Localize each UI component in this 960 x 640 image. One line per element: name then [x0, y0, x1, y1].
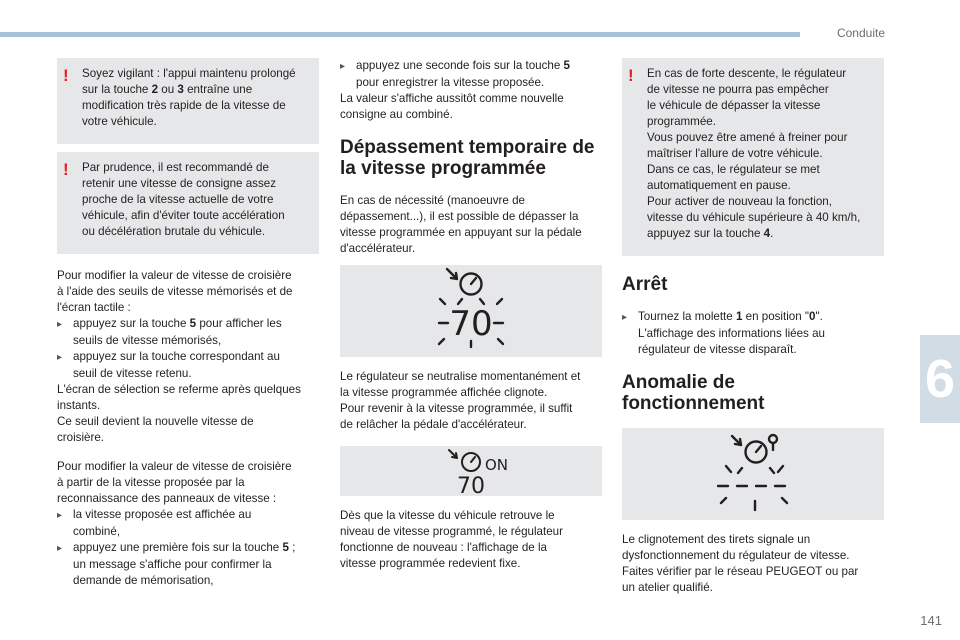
warning-box-prudence: ! Par prudence, il est recommandé de retenir une vitesse de consigne assez proche de la vitesse actuelle de votre véhicule, afin d'éviter toute accélération ou décélération brutale du véhicule. [57, 152, 319, 254]
svg-text:ON: ON [485, 456, 509, 474]
bullet-item: ▸ Tournez la molette 1 en position "0". L'affichage des informations liées au régulateur de vitesse disparaît. [622, 310, 825, 356]
column-2 [340, 58, 602, 585]
bullet-item: ▸ appuyez une première fois sur la touche 5 ; un message s'affiche pour confirmer la demande de mémorisation, [57, 541, 296, 587]
header-accent-bar [0, 32, 800, 37]
paragraph-retrouve: Dès que la vitesse du véhicule retrouve le niveau de vitesse programmé, le régulateur fonctionne de nouveau : l'affichage de la vitesse programmée redevient fixe. [340, 509, 563, 570]
heading-depassement: Dépassement temporaire de la vitesse programmée [340, 137, 595, 179]
warning-box-long-press: ! Soyez vigilant : l'appui maintenu prolongé sur la touche 2 ou 3 entraîne une modification très rapide de la vitesse de votre véhicule. [57, 58, 319, 144]
column-3 [622, 58, 884, 609]
paragraph-neutralise: Le régulateur se neutralise momentanément et la vitesse programmée affichée clignote. Pour revenir à la vitesse programmée, il suffit de relâcher la pédale d'accélérateur. [340, 370, 581, 431]
arrow-bullet-icon: ▸ [57, 352, 63, 363]
illustration-speed-on [340, 446, 602, 496]
paragraph-seconde-fois: ▸ appuyez une seconde fois sur la touche 5 pour enregistrer la vitesse proposée. La valeur s'affiche aussitôt comme nouvelle consigne au combiné. [340, 58, 602, 123]
chapter-tab: 6 [920, 335, 960, 423]
bullet-item: ▸ appuyez une seconde fois sur la touche 5 pour enregistrer la vitesse proposée. [340, 59, 570, 89]
illustration-dashes [622, 428, 884, 520]
paragraph-panneaux: Pour modifier la valeur de vitesse de croisière à partir de la vitesse proposée par la reconnaissance des panneaux de vitesse : ▸ la vitesse proposée est affichée au combiné, ▸ appuyez une première fois sur la touche 5 ; un message s'affiche pour confirmer la demande de mémorisation, [57, 459, 319, 589]
section-title: Conduite [836, 26, 885, 40]
speedometer-icon [340, 265, 602, 357]
heading-arret: Arrêt [622, 274, 668, 295]
paragraph-seuils: Pour modifier la valeur de vitesse de croisière à l'aide des seuils de vitesse mémorisés et de l'écran tactile : ▸ appuyez sur la touche 5 pour afficher les seuils de vitesse mémorisés, ▸ appuyez sur la touche correspondant au seuil de vitesse retenu. L'écran de sélection se referme après quelques instants. Ce seuil devient la nouvelle vitesse de croisière. [57, 268, 319, 446]
arrow-bullet-icon: ▸ [340, 61, 346, 72]
arrow-bullet-icon: ▸ [57, 510, 63, 521]
heading-anomalie: Anomalie de fonctionnement [622, 372, 765, 414]
arrow-bullet-icon: ▸ [57, 319, 63, 330]
speedometer-icon [340, 446, 602, 496]
speedometer-icon [622, 428, 884, 520]
bullet-item: ▸ appuyez sur la touche 5 pour afficher les seuils de vitesse mémorisés, [57, 317, 282, 347]
arrow-bullet-icon: ▸ [57, 543, 63, 554]
paragraph-anomalie: Le clignotement des tirets signale un dysfonctionnement du régulateur de vitesse. Faites vérifier par le réseau PEUGEOT ou par un atelier qualifié. [622, 533, 859, 594]
illustration-blinking-speed [340, 265, 602, 357]
svg-text:70: 70 [457, 474, 485, 496]
paragraph-arret [622, 309, 884, 358]
bullet-item: ▸ la vitesse proposée est affichée au combiné, [57, 508, 252, 538]
paragraph-depassement: En cas de nécessité (manoeuvre de dépassement...), il est possible de dépasser la vitesse programmée en appuyant sur la pédale d'accélérateur. [340, 194, 582, 255]
page-number: 141 [920, 613, 942, 628]
column-1 [57, 58, 319, 602]
warning-exclamation-icon: ! [63, 66, 69, 85]
warning-box-descente: ! En cas de forte descente, le régulateur de vitesse ne pourra pas empêcher le véhicule de dépasser la vitesse programmée. Vous pouvez être amené à freiner pour maîtriser l'allure de votre véhicule. Dans ce cas, le régulateur se met automatiquement en pause. Pour activer de nouveau la fonction, vitesse du véhicule supérieure à 40 km/h, appuyez sur la touche 4. [622, 58, 884, 256]
svg-text:70: 70 [449, 304, 493, 344]
arrow-bullet-icon: ▸ [622, 312, 628, 323]
bullet-item: ▸ appuyez sur la touche correspondant au seuil de vitesse retenu. [57, 350, 280, 380]
warning-exclamation-icon: ! [63, 160, 69, 179]
warning-exclamation-icon: ! [628, 66, 634, 85]
